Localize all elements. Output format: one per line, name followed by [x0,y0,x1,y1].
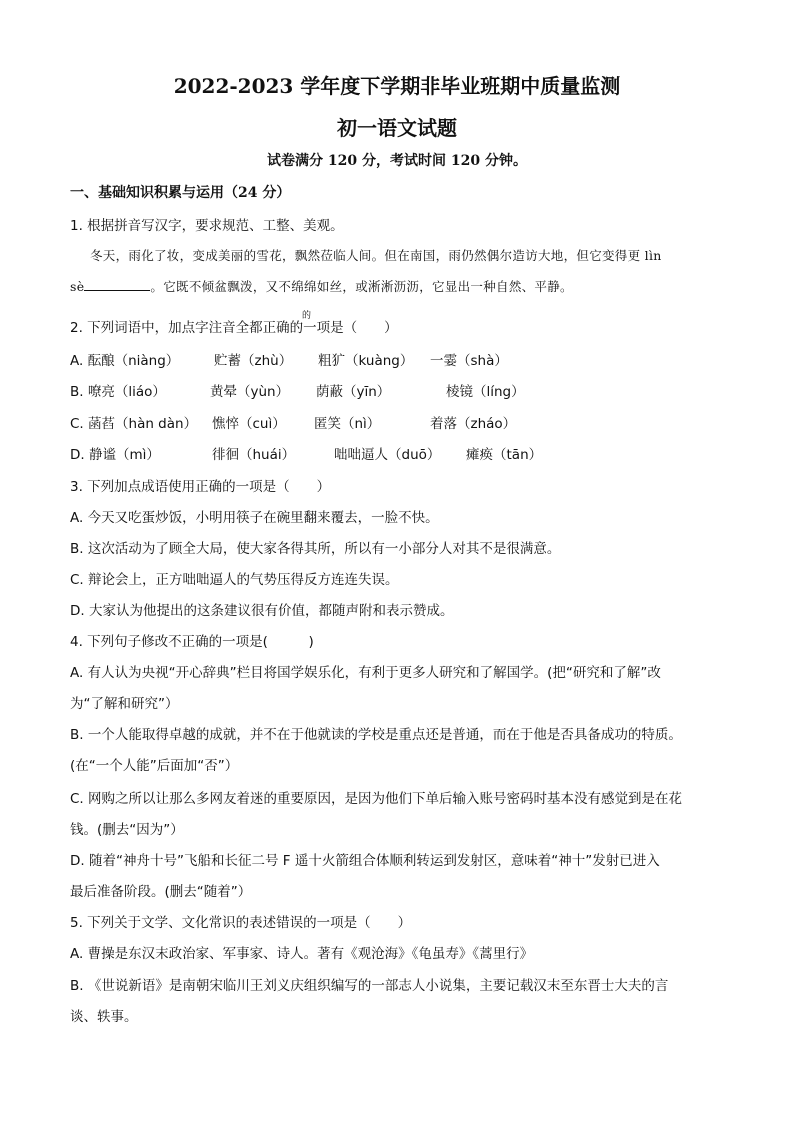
q1-pinyin: sè [70,279,85,294]
q2-option-d-1: D. 静谧（mì） [70,447,160,463]
q2-option-d-3: 咄咄逼人（duō） [334,447,441,463]
q4-line: D. 随着“神舟十号”飞船和长征二号 F 遥十火箭组合体顺利转运到发射区，意味着“神十”发射已进入 [70,853,660,869]
exam-subtitle: 初一语文试题 [337,116,457,140]
section-title: 一、基础知识积累与运用（24 分） [70,185,291,201]
q1-passage-line1: 冬天，雨化了妆，变成美丽的雪花，飘然莅临人间。但在南国，雨仍然偶尔造访大地，但它变得更 lìn [90,248,662,263]
q2-option-a-1: A. 酝酿（niàng） [70,353,180,369]
q4-line: 为“了解和研究”） [70,696,179,712]
exam-info: 试卷满分 120 分，考试时间 120 分钟。 [267,153,527,169]
q1-answer-blank [84,278,150,291]
q4-line: 最后准备阶段。(删去“随着”） [70,884,252,900]
q2-option-a-4: 一霎（shà） [430,353,508,369]
q2-option-c-2: 憔悴（cuì） [212,416,286,432]
q4-line: B. 一个人能取得卓越的成就，并不在于他就读的学校是重点还是普通，而在于他是否具备成功的特质。 [70,727,682,743]
q2-option-c-1: C. 菡萏（hàn dàn） [70,416,198,432]
q2-option-a-2: 贮蓄（zhù） [214,353,293,369]
q4-stem: 4. 下列句子修改不正确的一项是( ) [70,634,314,650]
q2-option-a-3: 粗犷（kuàng） [318,353,414,369]
q3-option-b: B. 这次活动为了顾全大局，使大家各得其所，所以有一小部分人对其不是很满意。 [70,541,561,557]
q1-passage-line2 [70,277,730,295]
q3-stem: 3. 下列加点成语使用正确的一项是（ ） [70,479,331,495]
q1-stem: 1. 根据拼音写汉字，要求规范、工整、美观。 [70,218,344,234]
q2-option-b-3: 荫蔽（yīn） [316,384,391,400]
q3-option-a: A. 今天又吃蛋炒饭，小明用筷子在碗里翻来覆去，一脸不快。 [70,510,439,526]
q5-stem: 5. 下列关于文学、文化常识的表述错误的一项是（ ） [70,915,412,931]
q2-option-d-2: 徘徊（huái） [212,447,296,463]
q4-line: 钱。(删去“因为”） [70,822,184,838]
exam-title: 2022-2023 学年度下学期非毕业班期中质量监测 [173,74,621,98]
q4-line: (在“一个人能”后面加“否”） [70,758,239,774]
q5-line: 谈、轶事。 [70,1009,138,1025]
q2-option-b-2: 黄晕（yùn） [210,384,290,400]
q2-option-b-1: B. 嘹亮（liáo） [70,384,166,400]
q5-line: B. 《世说新语》是南朝宋临川王刘义庆组织编写的一部志人小说集，主要记载汉末至东晋士大夫的言 [70,978,669,994]
q3-option-c: C. 辩论会上，正方咄咄逼人的气势压得反方连连失误。 [70,572,399,588]
q2-option-c-4: 着落（zháo） [430,416,517,432]
q3-option-d: D. 大家认为他提出的这条建议很有价值，都随声附和表示赞成。 [70,603,454,619]
q5-line: A. 曹操是东汉末政治家、军事家、诗人。著有《观沧海》《龟虽寿》《蒿里行》 [70,946,534,962]
q1-passage-rest: 。它既不倾盆飘泼，又不绵绵如丝，或淅淅沥沥，它显出一种自然、平静。 [150,279,573,294]
q2-option-c-3: 匿笑（nì） [314,416,381,432]
q2-stem: 2. 下列词语中，加点字注音全都正确的一项是（ ） [70,320,398,336]
q2-option-b-4: 棱镜（líng） [446,384,525,400]
q2-overlay-char: 的 [302,311,312,321]
q2-option-d-4: 瘫痪（tān） [466,447,543,463]
q4-line: A. 有人认为央视“开心辞典”栏目将国学娱乐化，有利于更多人研究和了解国学。(把“研究和了解”改 [70,665,661,681]
q4-line: C. 网购之所以让那么多网友着迷的重要原因，是因为他们下单后输入账号密码时基本没有感觉到是在花 [70,791,683,807]
